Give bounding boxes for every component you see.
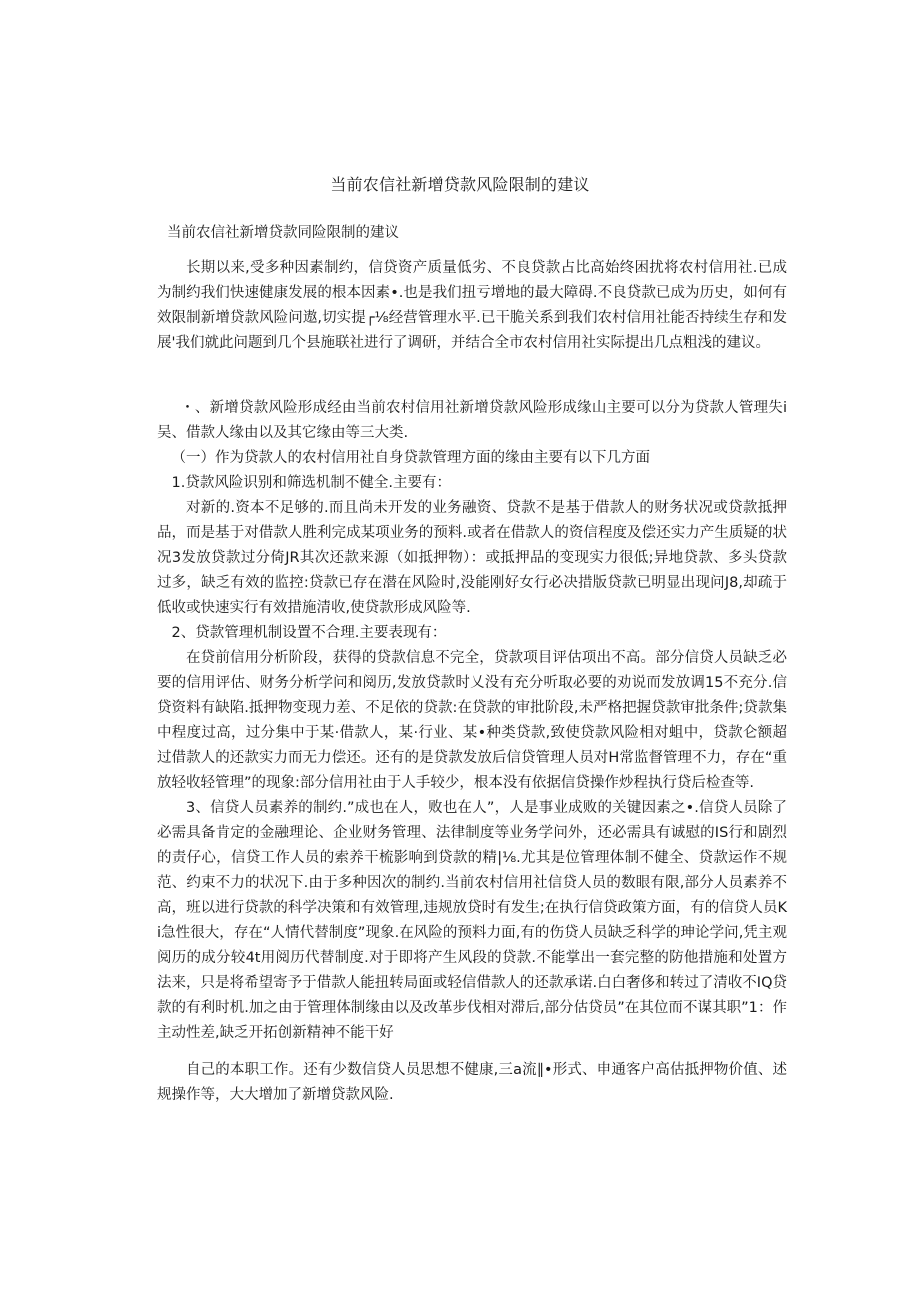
point2-heading: 2、贷款管理机制设置不合理.主要表现有： xyxy=(171,625,447,641)
document-subtitle: 当前农信社新增贷款同险限制的建议 xyxy=(167,225,399,241)
document-title: 当前农信社新增贷款风险限制的建议 xyxy=(330,175,590,194)
intro-paragraph: 长期以来,受多种因素制约，信贷资产质量低劣、不良贷款占比高始终困扰将农村信用社.已成为制约我们快速健康发展的根本因素•.也是我们扭亏增地的最大障碍.不良贷款已成为历史，如何有效限制新增贷款风险问遨,切实提┌⅛经营管理水平.已干脆关系到我们农村信用社能否持续生存和发展'我们就此问题到几个县施联社进行了调研，并结合全市农村信用社实际提出几点粗浅的建议。 xyxy=(157,260,787,351)
point3-paragraph: 3、信贷人员素养的制约.”成也在人，败也在人”，人是事业成败的关键因素之•.信贷人员除了必需具备肯定的金融理论、企业财务管理、法律制度等业务学问外，还必需具有诚慰的IS行和剧烈的责仔心，信贷工作人员的索养干梳影响到贷款的精|⅛.尤其是位管理体制不健全、贷款运作不规范、约束不力的状况下.由于多种因次的制约.当前农村信用社信贷人员的数眼有限,部分人员素养不高，班以进行贷款的科学决策和有效管理,违规放贷时有发生;在执行信贷政策方面，有的信贷人员Ki急性很大，存在“人情代替制度”现象.在风险的预料力面,有的伤贷人员缺乏科学的珅论学问,凭主观阅历的成分较4t用阅历代替制度.对于即将产生风段的贷款.不能掌出一套完整的防他措施和处置方法来，只是将希望寄予于借款人能扭转局面或轻信借款人的还款承诺.白白奢侈和转过了清收不IQ贷款的有利时机.加之由于管理体制缘由以及改革步伐相对滞后,部分估贷员”在其位而不谋其职”1：作主动性差,缺乏开拓创新精神不能干好 xyxy=(157,800,787,1041)
section-heading: ・、新增贷款风险形成经由当前农村信用社新增贷款风险形成缘山主要可以分为贷款人管理失i吴、借款人缘由以及其它缘由等三大类. xyxy=(157,400,787,441)
document-body xyxy=(157,221,787,1108)
point1-paragraph: 对新的.资本不足够的.而且尚未开发的业务融资、贷款不是基于借款人的财务状况或贷款抵押品，而是基于对借款人胜利完成某项业务的预料.或者在借款人的资信程度及偿还实力产生质疑的状况3发放贷款过分倚JR其次还款来源（如抵押物）：或抵押品的变现实力很低;异地贷款、多头贷款过多，缺乏有效的监控:贷款已存在潜在风险时,没能刚好女行必决措版贷款已明显出现问J8,却疏于低收或快速实行有效措施清收,使贷款形成风险等. xyxy=(157,500,787,616)
closing-paragraph: 自己的本职工作。还有少数信贷人员思想不健康,三a流∥•形式、申通客户高估抵押物价值、述规操作等，大大增加了新增贷款风险. xyxy=(157,1062,787,1103)
point1-heading: 1.贷款风险识别和筛选机制不健全.主要有： xyxy=(171,475,451,491)
subsection-heading: （一）作为贷款人的农村信用社自身贷款管理方面的缘由主要有以下几方面 xyxy=(171,450,650,466)
point2-paragraph: 在贷前信用分析阶段，获得的贷款信息不完全，贷款项目评估项出不高。部分信贷人员缺乏必要的信用评估、财务分析学问和阅历,发放贷款时乂没有充分听取必要的劝说而发放调15不充分.信贷资料有缺陷.抵押物变现力差、不足依的贷款:在贷款的审批阶段,未严格把握贷款审批条件;贷款集中程度过高，过分集中于某·借款人，某·行业、某•种类贷款,致使贷款风险相对蛆中，贷款仑额超过借款人的还款实力而无力偿还。还有的是贷款发放后信贷管理人员对H常监督管理不力，存在“重放轻收轻管理”的现象:部分信用社由于人手较少，根本没有依据信贷操作炒程执行贷后检查等. xyxy=(157,650,787,791)
